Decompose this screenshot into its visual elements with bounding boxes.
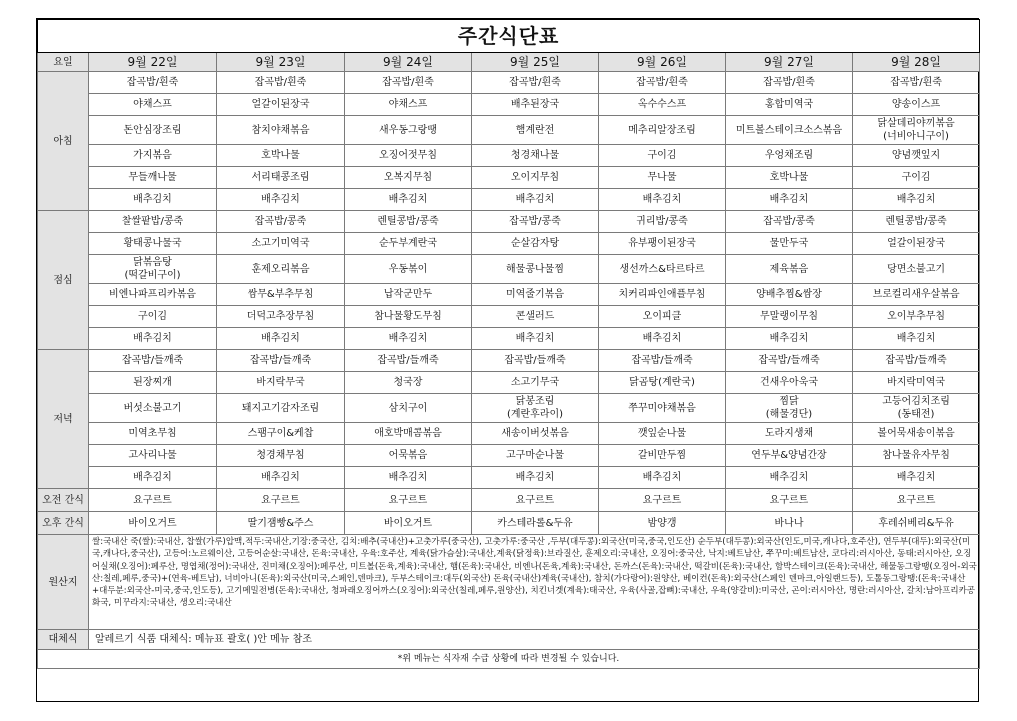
notice-text: *위 메뉴는 식자재 수급 상황에 따라 변경될 수 있습니다. (38, 650, 980, 669)
menu-cell: 고등어김치조림 (동태전) (853, 394, 980, 423)
dinner-menu-row (38, 467, 980, 489)
menu-cell: 호박나물 (726, 167, 853, 189)
menu-cell: 새송이버섯볶음 (472, 423, 599, 445)
menu-cell: 된장찌개 (89, 372, 217, 394)
substitute-row (38, 630, 980, 650)
menu-cell: 양송이스프 (853, 94, 980, 116)
menu-cell: 더덕고추장무침 (217, 306, 345, 328)
menu-cell: 닭볶음탕 (떡갈비구이) (89, 255, 217, 284)
menu-cell: 오이부추무침 (853, 306, 980, 328)
menu-cell: 배추김치 (89, 189, 217, 211)
menu-cell: 배추김치 (853, 189, 980, 211)
substitute-text: 알레르기 식품 대체식: 메뉴표 괄호( )안 메뉴 참조 (89, 630, 980, 650)
menu-cell: 옥수수스프 (599, 94, 726, 116)
menu-cell: 배추김치 (726, 467, 853, 489)
lunch-menu-row (38, 284, 980, 306)
menu-cell: 구이김 (853, 167, 980, 189)
menu-cell: 배추김치 (599, 189, 726, 211)
weekday-corner-label: 요일 (38, 53, 89, 72)
menu-cell: 메추리알장조림 (599, 116, 726, 145)
menu-cell: 쌈무&부추무침 (217, 284, 345, 306)
breakfast-menu-row (38, 145, 980, 167)
snack-cell: 밤양갱 (599, 512, 726, 535)
menu-cell: 햄계란전 (472, 116, 599, 145)
menu-cell: 우동볶이 (345, 255, 472, 284)
weekly-menu-table (37, 19, 980, 669)
menu-cell: 잡곡밥/흰죽 (726, 72, 853, 94)
snack-cell: 요구르트 (217, 489, 345, 512)
menu-cell: 호박나물 (217, 145, 345, 167)
menu-cell: 잡곡밥/콩죽 (726, 211, 853, 233)
snack-cell: 후레쉬베리&두유 (853, 512, 980, 535)
menu-cell: 삼치구이 (345, 394, 472, 423)
menu-cell: 배추김치 (89, 467, 217, 489)
menu-cell: 잡곡밥/들깨죽 (599, 350, 726, 372)
menu-cell: 바지락무국 (217, 372, 345, 394)
menu-cell: 잡곡밥/들깨죽 (89, 350, 217, 372)
am-snack-row (38, 489, 980, 512)
lunch-menu-row (38, 255, 980, 284)
menu-cell: 제육볶음 (726, 255, 853, 284)
menu-cell: 쭈꾸미야채볶음 (599, 394, 726, 423)
origin-row (38, 535, 980, 630)
substitute-label: 대체식 (38, 630, 89, 650)
menu-cell: 청국장 (345, 372, 472, 394)
menu-cell: 훈제오리볶음 (217, 255, 345, 284)
menu-cell: 미역초무침 (89, 423, 217, 445)
breakfast-menu-row (38, 167, 980, 189)
menu-cell: 우엉채조림 (726, 145, 853, 167)
menu-cell: 도라지생채 (726, 423, 853, 445)
menu-cell: 해물콩나물찜 (472, 255, 599, 284)
menu-cell: 잡곡밥/흰죽 (853, 72, 980, 94)
dinner-menu-row (38, 445, 980, 467)
menu-cell: 오이지무침 (472, 167, 599, 189)
menu-cell: 바지락미역국 (853, 372, 980, 394)
menu-cell: 배추김치 (472, 189, 599, 211)
menu-cell: 렌틸콩밥/콩죽 (853, 211, 980, 233)
menu-cell: 깻잎순나물 (599, 423, 726, 445)
menu-cell: 잡곡밥/흰죽 (217, 72, 345, 94)
origin-text: 쌀:국내산 죽(쌀):국내산, 찹쌀(가루)압맥,적두:국내산,기장:중국산, 김치:배추(국내산)+고춧가루(중국산), 고춧가루:중국산 ,두부(대두콩):외국산(미국,중국,인도산) 순두부(대두콩):외국산(인도,미국,캐나다,호주산), 연두부(대두):외국산(미국,캐나다,중국산), 고등어:노르웨이산, 고등어순살:국내산, 돈육:국내산, 우육:호주산, 계육(닭가슴살):국내산,계육(닭정육):브라질산, 훈제오리:국내산, 오징어:중국산, 낙지:베트남산, 쭈꾸미:베트남산, 코다리:러시아산, 동태:러시아산, 오징어실채(오징어):페루산, 명엽채(정어):국내산, 진미채(오징어):페루산, 미트볼(돈육,계육):국내산, 햄(돈육):국내산, 비엔나(돈육,계육):국내산, 돈까스(돈육):국내산, 떡갈비(돈육):국내산, 함박스테이크(돈육):국내산, 해물동그랑땡(오징어-외국산:칠레,페루,중국)+(연육-베트남), 너비아니(돈육):외국산(미국,스페인,덴마크), 두부스테이크:대두(외국산) 돈육(국내산)계육(국내산), 참치(가다랑어):원양산, 베이컨(돈육):외국산(스페인 덴마크,아일랜드등), 도톨동그랑땡:(돈육:국내산+대두분:외국산-미국,중국,인도등), 고기메밀전병(돈육):국내산, 청파래오징어까스(오징어):외국산(칠레,페루,원양산), 치킨너겟(계육):태국산, 우육(사골,잡뼈):국내산, 우육(양갈비):미국산, 곤이:러시아산, 명란:러시아산, 갈치:남아프리카공화국, 미꾸라지:국내산, 생오리:국내산 (89, 535, 980, 630)
day-header: 9월 23일 (217, 53, 345, 72)
menu-cell: 잡곡밥/들깨죽 (472, 350, 599, 372)
menu-cell: 콘샐러드 (472, 306, 599, 328)
menu-sheet (36, 18, 979, 702)
menu-cell: 구이김 (89, 306, 217, 328)
menu-cell: 배추김치 (345, 467, 472, 489)
menu-cell: 비엔나파프리카볶음 (89, 284, 217, 306)
menu-cell: 무말랭이무침 (726, 306, 853, 328)
menu-cell: 어묵볶음 (345, 445, 472, 467)
menu-cell: 청경채무침 (217, 445, 345, 467)
menu-cell: 순살감자탕 (472, 233, 599, 255)
menu-cell: 브로컬리새우살볶음 (853, 284, 980, 306)
menu-cell: 찰쌀팥밥/콩죽 (89, 211, 217, 233)
menu-cell: 생선까스&타르타르 (599, 255, 726, 284)
menu-cell: 배추김치 (599, 328, 726, 350)
menu-cell: 귀리밥/콩죽 (599, 211, 726, 233)
menu-cell: 납작군만두 (345, 284, 472, 306)
title-row (38, 20, 980, 53)
menu-cell: 닭봉조림 (계란후라이) (472, 394, 599, 423)
lunch-menu-row (38, 211, 980, 233)
menu-cell: 가지볶음 (89, 145, 217, 167)
menu-cell: 배추김치 (472, 467, 599, 489)
snack-cell: 요구르트 (472, 489, 599, 512)
menu-cell: 양배추찜&쌈장 (726, 284, 853, 306)
menu-cell: 무나물 (599, 167, 726, 189)
menu-cell: 배추김치 (217, 189, 345, 211)
breakfast-label: 아침 (38, 72, 89, 211)
menu-cell: 소고기무국 (472, 372, 599, 394)
snack-cell: 바이오거트 (89, 512, 217, 535)
lunch-label: 점심 (38, 211, 89, 350)
snack-cell: 요구르트 (345, 489, 472, 512)
menu-cell: 건새우아욱국 (726, 372, 853, 394)
dinner-menu-row (38, 423, 980, 445)
menu-cell: 황태콩나물국 (89, 233, 217, 255)
menu-cell: 유부팽이된장국 (599, 233, 726, 255)
menu-cell: 잡곡밥/콩죽 (217, 211, 345, 233)
day-header: 9월 24일 (345, 53, 472, 72)
menu-cell: 배추김치 (217, 328, 345, 350)
dinner-label: 저녁 (38, 350, 89, 489)
menu-cell: 배추김치 (217, 467, 345, 489)
menu-cell: 잡곡밥/들깨죽 (853, 350, 980, 372)
menu-cell: 오징어젓무침 (345, 145, 472, 167)
notice-row (38, 650, 980, 669)
menu-cell: 배추김치 (726, 189, 853, 211)
breakfast-menu-row (38, 189, 980, 211)
day-header-row (38, 53, 980, 72)
menu-cell: 참치야채볶음 (217, 116, 345, 145)
menu-cell: 얼갈이된장국 (217, 94, 345, 116)
menu-cell: 청경채나물 (472, 145, 599, 167)
day-header: 9월 26일 (599, 53, 726, 72)
menu-cell: 배추김치 (472, 328, 599, 350)
menu-cell: 찜닭 (해물경단) (726, 394, 853, 423)
menu-cell: 참나물황도무침 (345, 306, 472, 328)
day-header: 9월 25일 (472, 53, 599, 72)
menu-cell: 돈안심장조림 (89, 116, 217, 145)
menu-cell: 홍합미역국 (726, 94, 853, 116)
snack-cell: 카스테라롤&두유 (472, 512, 599, 535)
menu-cell: 당면소불고기 (853, 255, 980, 284)
menu-cell: 닭살데리야끼볶음 (너비아니구이) (853, 116, 980, 145)
snack-cell: 요구르트 (89, 489, 217, 512)
menu-cell: 배추김치 (89, 328, 217, 350)
dinner-menu-row (38, 350, 980, 372)
menu-cell: 배추김치 (345, 328, 472, 350)
menu-cell: 미트볼스테이크소스볶음 (726, 116, 853, 145)
menu-cell: 오이피클 (599, 306, 726, 328)
lunch-menu-row (38, 306, 980, 328)
menu-cell: 연두부&양념간장 (726, 445, 853, 467)
lunch-menu-row (38, 233, 980, 255)
menu-cell: 배추된장국 (472, 94, 599, 116)
snack-cell: 딸기잼빵&주스 (217, 512, 345, 535)
menu-cell: 배추김치 (853, 328, 980, 350)
day-header: 9월 28일 (853, 53, 980, 72)
lunch-menu-row (38, 328, 980, 350)
menu-cell: 배추김치 (599, 467, 726, 489)
menu-cell: 소고기미역국 (217, 233, 345, 255)
menu-cell: 순두부계란국 (345, 233, 472, 255)
day-header: 9월 27일 (726, 53, 853, 72)
breakfast-menu-row (38, 116, 980, 145)
page-title: 주간식단표 (38, 20, 980, 53)
menu-cell: 서리태콩조림 (217, 167, 345, 189)
menu-cell: 잡곡밥/흰죽 (472, 72, 599, 94)
menu-cell: 잡곡밥/흰죽 (345, 72, 472, 94)
menu-cell: 잡곡밥/콩죽 (472, 211, 599, 233)
menu-cell: 잡곡밥/들깨죽 (726, 350, 853, 372)
menu-cell: 스팸구이&케찹 (217, 423, 345, 445)
snack-cell: 바이오거트 (345, 512, 472, 535)
menu-cell: 배추김치 (345, 189, 472, 211)
menu-cell: 양념깻잎지 (853, 145, 980, 167)
menu-cell: 닭곰탕(계란국) (599, 372, 726, 394)
menu-cell: 잡곡밥/흰죽 (599, 72, 726, 94)
menu-cell: 고사리나물 (89, 445, 217, 467)
breakfast-menu-row (38, 94, 980, 116)
menu-cell: 참나물유자무침 (853, 445, 980, 467)
menu-cell: 미역줄기볶음 (472, 284, 599, 306)
menu-cell: 고구마순나물 (472, 445, 599, 467)
menu-cell: 무들깨나물 (89, 167, 217, 189)
snack-cell: 요구르트 (726, 489, 853, 512)
dinner-menu-row (38, 394, 980, 423)
menu-cell: 얼갈이된장국 (853, 233, 980, 255)
menu-cell: 잡곡밥/들깨죽 (345, 350, 472, 372)
breakfast-menu-row (38, 72, 980, 94)
am-snack-label: 오전 간식 (38, 489, 89, 512)
menu-cell: 배추김치 (726, 328, 853, 350)
menu-cell: 야채스프 (345, 94, 472, 116)
pm-snack-label: 오후 간식 (38, 512, 89, 535)
menu-cell: 렌틸콩밥/콩죽 (345, 211, 472, 233)
menu-cell: 버섯소불고기 (89, 394, 217, 423)
menu-cell: 구이김 (599, 145, 726, 167)
menu-cell: 치커리파인애플무침 (599, 284, 726, 306)
menu-cell: 야채스프 (89, 94, 217, 116)
menu-cell: 돼지고기감자조림 (217, 394, 345, 423)
menu-cell: 갈비만두찜 (599, 445, 726, 467)
menu-cell: 볼어묵새송이볶음 (853, 423, 980, 445)
origin-label: 원산지 (38, 535, 89, 630)
snack-cell: 요구르트 (599, 489, 726, 512)
menu-cell: 잡곡밥/들깨죽 (217, 350, 345, 372)
menu-cell: 오복지무침 (345, 167, 472, 189)
menu-cell: 배추김치 (853, 467, 980, 489)
snack-cell: 바나나 (726, 512, 853, 535)
snack-cell: 요구르트 (853, 489, 980, 512)
pm-snack-row (38, 512, 980, 535)
menu-cell: 물만두국 (726, 233, 853, 255)
dinner-menu-row (38, 372, 980, 394)
menu-cell: 애호박매콤볶음 (345, 423, 472, 445)
menu-cell: 새우동그랑땡 (345, 116, 472, 145)
menu-cell: 잡곡밥/흰죽 (89, 72, 217, 94)
day-header: 9월 22일 (89, 53, 217, 72)
